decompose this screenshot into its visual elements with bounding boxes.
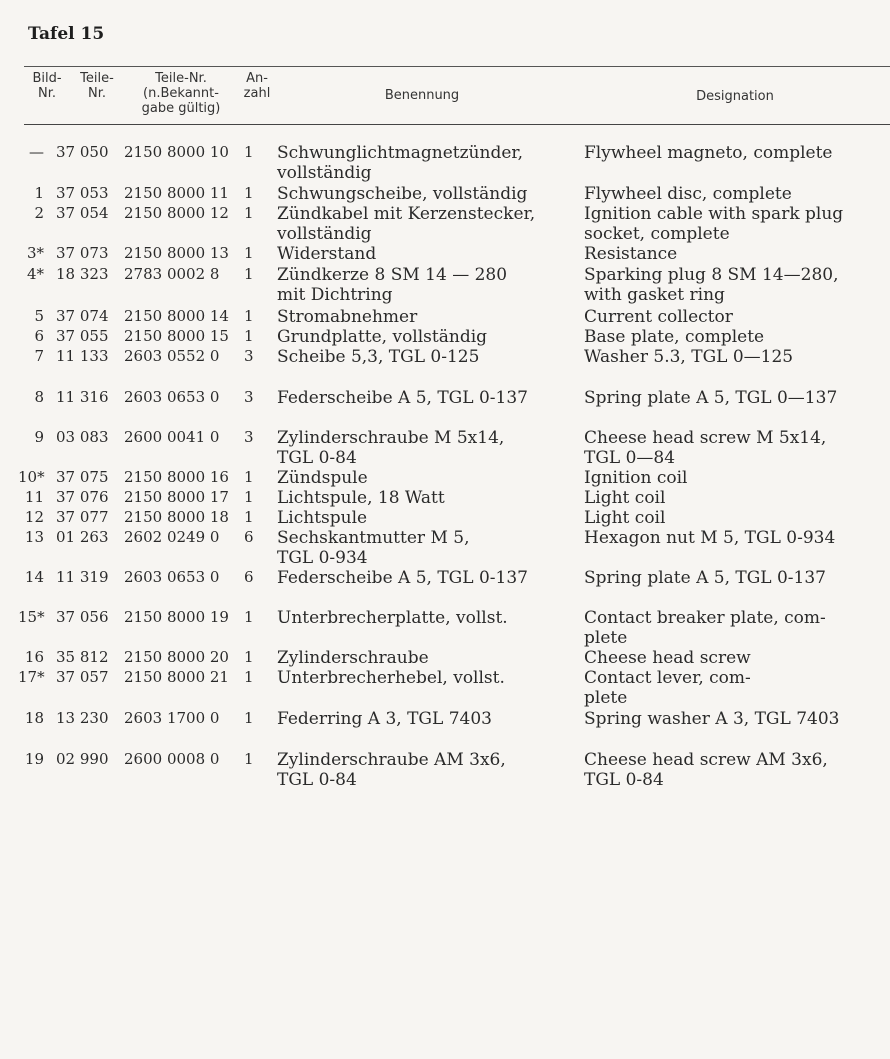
part-number: 02 990 xyxy=(56,750,109,768)
header-designation: Designation xyxy=(696,89,774,104)
header-rule-top xyxy=(24,66,890,67)
part-number-new: 2150 8000 13 xyxy=(124,244,229,262)
part-number-new: 2150 8000 11 xyxy=(124,184,229,202)
part-quantity: 1 xyxy=(244,668,254,686)
part-bild-nr: 13 xyxy=(24,528,44,546)
part-number-new: 2150 8000 21 xyxy=(124,668,229,686)
part-quantity: 1 xyxy=(244,204,254,222)
part-name-en: Resistance xyxy=(584,244,678,264)
part-name-de: Zylinderschraube xyxy=(277,648,429,668)
part-number: 37 050 xyxy=(56,143,109,161)
header-rule-bottom xyxy=(24,124,890,125)
part-name-de: Federscheibe A 5, TGL 0-137 xyxy=(277,568,528,588)
part-number: 37 074 xyxy=(56,307,109,325)
part-name-de: Stromabnehmer xyxy=(277,307,418,327)
part-name-en: Sparking plug 8 SM 14—280, with gasket ring xyxy=(584,265,839,305)
part-number: 37 073 xyxy=(56,244,109,262)
part-quantity: 1 xyxy=(244,468,254,486)
part-quantity: 1 xyxy=(244,709,254,727)
part-name-de: Federscheibe A 5, TGL 0-137 xyxy=(277,388,528,408)
part-number: 37 056 xyxy=(56,608,109,626)
part-number: 11 316 xyxy=(56,388,109,406)
part-quantity: 3 xyxy=(244,347,254,365)
part-name-de: Schwunglichtmagnetzünder, vollständig xyxy=(277,143,524,183)
part-number: 01 263 xyxy=(56,528,109,546)
part-bild-nr: 10* xyxy=(18,468,45,486)
part-bild-nr: 17* xyxy=(18,668,45,686)
part-name-de: Unterbrecherhebel, vollst. xyxy=(277,668,505,688)
part-quantity: 1 xyxy=(244,143,254,161)
part-number: 13 230 xyxy=(56,709,109,727)
part-number: 37 054 xyxy=(56,204,109,222)
part-bild-nr: 15* xyxy=(18,608,45,626)
part-name-en: Contact lever, com- plete xyxy=(584,668,751,708)
part-number-new: 2150 8000 14 xyxy=(124,307,229,325)
part-name-en: Cheese head screw M 5x14, TGL 0—84 xyxy=(584,428,827,468)
part-bild-nr: 14 xyxy=(24,568,44,586)
part-number-new: 2603 0653 0 xyxy=(124,388,220,406)
part-number-new: 2150 8000 12 xyxy=(124,204,229,222)
header-benennung: Benennung xyxy=(384,88,460,103)
part-number-new: 2150 8000 17 xyxy=(124,488,229,506)
part-number-new: 2600 0008 0 xyxy=(124,750,220,768)
part-quantity: 1 xyxy=(244,307,254,325)
part-number: 37 077 xyxy=(56,508,109,526)
part-number: 11 319 xyxy=(56,568,109,586)
part-name-en: Spring washer A 3, TGL 7403 xyxy=(584,709,840,729)
part-bild-nr: 8 xyxy=(34,388,44,406)
part-name-de: Zündkabel mit Kerzenstecker, vollständig xyxy=(277,204,536,244)
part-quantity: 1 xyxy=(244,244,254,262)
part-number: 37 076 xyxy=(56,488,109,506)
part-bild-nr: 1 xyxy=(34,184,44,202)
part-bild-nr: 18 xyxy=(24,709,44,727)
part-bild-nr: 5 xyxy=(34,307,44,325)
part-name-de: Sechskantmutter M 5, TGL 0-934 xyxy=(277,528,470,568)
page-title: Tafel 15 xyxy=(28,24,105,44)
part-name-de: Zündspule xyxy=(277,468,368,488)
part-name-en: Current collector xyxy=(584,307,733,327)
part-number: 18 323 xyxy=(56,265,109,283)
part-name-de: Federring A 3, TGL 7403 xyxy=(277,709,492,729)
part-number-new: 2603 1700 0 xyxy=(124,709,220,727)
part-name-en: Flywheel disc, complete xyxy=(584,184,792,204)
part-name-en: Light coil xyxy=(584,488,666,508)
part-name-en: Base plate, complete xyxy=(584,327,765,347)
part-bild-nr: 19 xyxy=(24,750,44,768)
part-quantity: 6 xyxy=(244,528,254,546)
part-name-de: Scheibe 5,3, TGL 0-125 xyxy=(277,347,480,367)
part-bild-nr: 9 xyxy=(34,428,44,446)
header-anzahl: An- zahl xyxy=(243,71,271,101)
part-name-en: Cheese head screw AM 3x6, TGL 0-84 xyxy=(584,750,828,790)
part-name-de: Widerstand xyxy=(277,244,377,264)
part-quantity: 1 xyxy=(244,327,254,345)
part-name-en: Spring plate A 5, TGL 0-137 xyxy=(584,568,827,588)
part-name-en: Hexagon nut M 5, TGL 0-934 xyxy=(584,528,836,548)
part-quantity: 1 xyxy=(244,508,254,526)
part-quantity: 1 xyxy=(244,608,254,626)
part-bild-nr: 16 xyxy=(24,648,44,666)
header-teile: Teile- Nr. xyxy=(80,71,114,101)
part-quantity: 1 xyxy=(244,648,254,666)
part-number-new: 2783 0002 8 xyxy=(124,265,220,283)
part-number-new: 2150 8000 10 xyxy=(124,143,229,161)
part-number-new: 2150 8000 19 xyxy=(124,608,229,626)
part-name-en: Contact breaker plate, com- plete xyxy=(584,608,826,648)
part-name-en: Spring plate A 5, TGL 0—137 xyxy=(584,388,838,408)
part-quantity: 6 xyxy=(244,568,254,586)
part-name-en: Flywheel magneto, complete xyxy=(584,143,833,163)
part-number-new: 2603 0653 0 xyxy=(124,568,220,586)
part-number: 11 133 xyxy=(56,347,109,365)
part-number-new: 2600 0041 0 xyxy=(124,428,220,446)
part-name-en: Cheese head screw xyxy=(584,648,751,668)
part-quantity: 3 xyxy=(244,388,254,406)
part-name-de: Schwungscheibe, vollständig xyxy=(277,184,528,204)
part-bild-nr: 6 xyxy=(34,327,44,345)
part-number-new: 2150 8000 20 xyxy=(124,648,229,666)
part-number-new: 2150 8000 18 xyxy=(124,508,229,526)
part-bild-nr: 11 xyxy=(24,488,44,506)
part-number: 35 812 xyxy=(56,648,109,666)
part-name-de: Zylinderschraube AM 3x6, TGL 0-84 xyxy=(277,750,506,790)
part-number-new: 2603 0552 0 xyxy=(124,347,220,365)
part-quantity: 1 xyxy=(244,265,254,283)
part-name-de: Unterbrecherplatte, vollst. xyxy=(277,608,508,628)
part-name-en: Ignition coil xyxy=(584,468,688,488)
part-number-new: 2602 0249 0 xyxy=(124,528,220,546)
part-bild-nr: 12 xyxy=(24,508,44,526)
part-name-en: Ignition cable with spark plug socket, complete xyxy=(584,204,844,244)
part-name-en: Washer 5.3, TGL 0—125 xyxy=(584,347,794,367)
part-quantity: 3 xyxy=(244,428,254,446)
header-teilenr-new: Teile-Nr. (n.Bekannt- gabe gültig) xyxy=(141,71,221,116)
part-bild-nr: 2 xyxy=(34,204,44,222)
part-bild-nr: 4* xyxy=(26,265,44,283)
part-number: 37 075 xyxy=(56,468,109,486)
part-name-de: Zylinderschraube M 5x14, TGL 0-84 xyxy=(277,428,505,468)
part-quantity: 1 xyxy=(244,184,254,202)
part-number: 37 055 xyxy=(56,327,109,345)
part-number: 03 083 xyxy=(56,428,109,446)
part-name-de: Lichtspule xyxy=(277,508,368,528)
part-quantity: 1 xyxy=(244,750,254,768)
part-name-de: Grundplatte, vollständig xyxy=(277,327,488,347)
part-number-new: 2150 8000 15 xyxy=(124,327,229,345)
part-bild-nr: — xyxy=(29,143,44,161)
part-bild-nr: 3* xyxy=(26,244,44,262)
header-bild: Bild- Nr. xyxy=(32,71,62,101)
part-bild-nr: 7 xyxy=(34,347,44,365)
part-number: 37 053 xyxy=(56,184,109,202)
part-name-de: Lichtspule, 18 Watt xyxy=(277,488,445,508)
part-name-de: Zündkerze 8 SM 14 — 280 mit Dichtring xyxy=(277,265,508,305)
part-number: 37 057 xyxy=(56,668,109,686)
part-number-new: 2150 8000 16 xyxy=(124,468,229,486)
part-name-en: Light coil xyxy=(584,508,666,528)
part-quantity: 1 xyxy=(244,488,254,506)
